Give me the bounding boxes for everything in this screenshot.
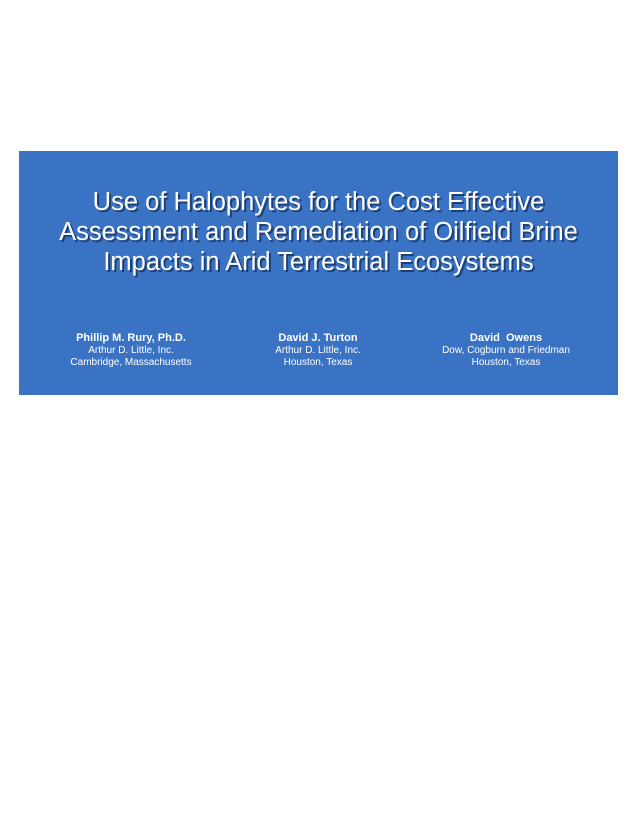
slide-title — [19, 187, 618, 277]
author-location: Houston, Texas — [283, 357, 353, 368]
author-block-rury — [31, 331, 231, 369]
author-block-owens — [406, 331, 606, 369]
author-organization: Arthur D. Little, Inc. — [88, 345, 174, 356]
author-list — [19, 331, 618, 381]
author-name: David J. Turton — [278, 332, 358, 344]
author-name: David Owens — [469, 332, 543, 344]
title-line-2: Assessment and Remediation of Oilfield Brine — [59, 218, 578, 246]
author-block-turton — [218, 331, 418, 369]
author-name: Phillip M. Rury, Ph.D. — [76, 332, 186, 344]
title-line-1: Use of Halophytes for the Cost Effective — [92, 188, 545, 216]
title-slide — [19, 151, 618, 395]
author-organization: Dow, Cogburn and Friedman — [442, 345, 570, 356]
author-location: Cambridge, Massachusetts — [70, 357, 192, 368]
author-organization: Arthur D. Little, Inc. — [275, 345, 361, 356]
title-line-3: Impacts in Arid Terrestrial Ecosystems — [103, 248, 534, 276]
author-location: Houston, Texas — [471, 357, 541, 368]
